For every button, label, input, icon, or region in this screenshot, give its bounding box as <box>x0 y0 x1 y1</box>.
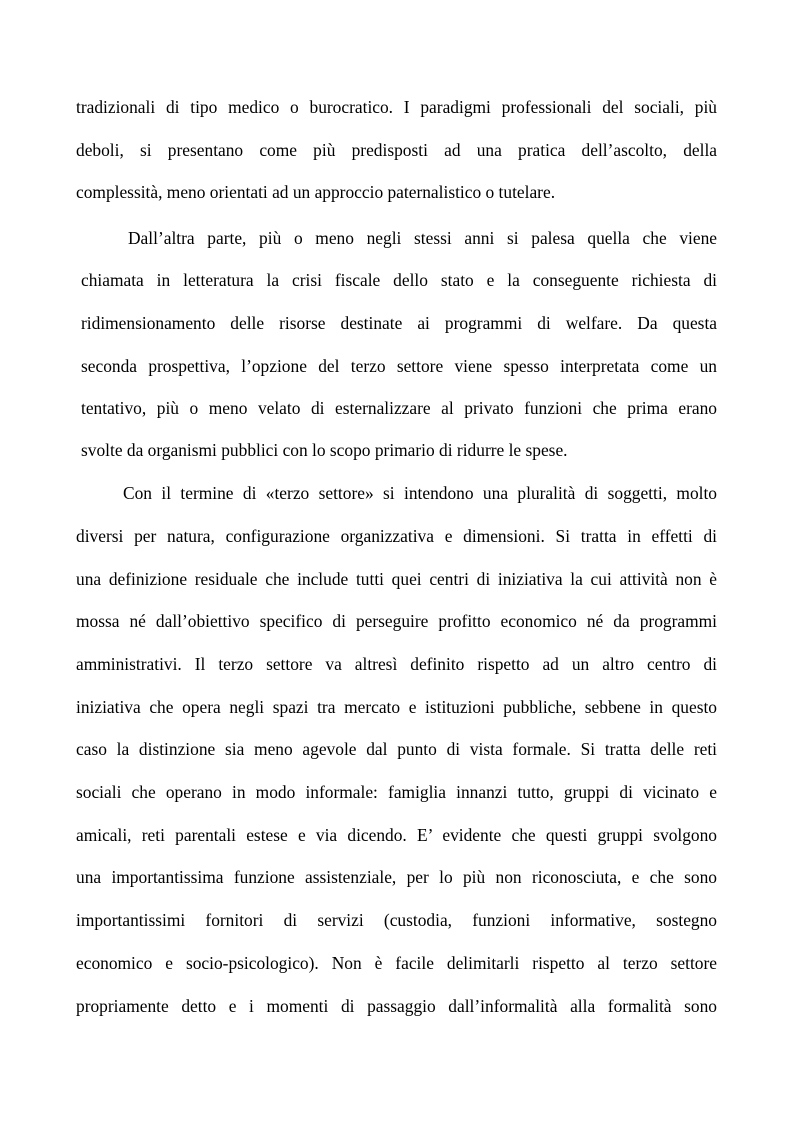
text-line: chiamata in letteratura la crisi fiscale dello stato e la conseguente richiesta di <box>81 270 717 290</box>
text-line: amministrativi. Il terzo settore va altresì definito rispetto ad un altro centro di <box>76 654 717 674</box>
text-line: una importantissima funzione assistenziale, per lo più non riconosciuta, e che sono <box>76 867 717 887</box>
text-line: sociali che operano in modo informale: famiglia innanzi tutto, gruppi di vicinato e <box>76 782 717 802</box>
text-line: seconda prospettiva, l’opzione del terzo settore viene spesso interpretata come un <box>81 356 717 376</box>
text-line: tentativo, più o meno velato di esternalizzare al privato funzioni che prima erano <box>81 398 717 418</box>
text-line: una definizione residuale che include tutti quei centri di iniziativa la cui attività non è <box>76 569 717 589</box>
text-line: iniziativa che opera negli spazi tra mercato e istituzioni pubbliche, sebbene in questo <box>76 697 717 717</box>
text-line: svolte da organismi pubblici con lo scopo primario di ridurre le spese. <box>81 440 568 460</box>
text-line: Con il termine di «terzo settore» si intendono una pluralità di soggetti, molto <box>123 483 717 503</box>
text-line: economico e socio-psicologico). Non è facile delimitarli rispetto al terzo settore <box>76 953 717 973</box>
text-line: deboli, si presentano come più predisposti ad una pratica dell’ascolto, della <box>76 140 717 160</box>
text-line: ridimensionamento delle risorse destinate ai programmi di welfare. Da questa <box>81 313 717 333</box>
text-line: amicali, reti parentali estese e via dicendo. E’ evidente che questi gruppi svolgono <box>76 825 717 845</box>
text-line: complessità, meno orientati ad un approccio paternalistico o tutelare. <box>76 182 556 202</box>
text-line: diversi per natura, configurazione organizzativa e dimensioni. Si tratta in effetti di <box>76 526 717 546</box>
text-line: importantissimi fornitori di servizi (custodia, funzioni informative, sostegno <box>76 910 717 930</box>
text-line: mossa né dall’obiettivo specifico di perseguire profitto economico né da programmi <box>76 611 717 631</box>
text-line: tradizionali di tipo medico o burocratico. I paradigmi professionali del sociali, più <box>76 97 717 117</box>
text-line: propriamente detto e i momenti di passaggio dall’informalità alla formalità sono <box>76 996 717 1016</box>
text-line: Dall’altra parte, più o meno negli stessi anni si palesa quella che viene <box>128 228 717 248</box>
text-line: caso la distinzione sia meno agevole dal punto di vista formale. Si tratta delle reti <box>76 739 717 759</box>
